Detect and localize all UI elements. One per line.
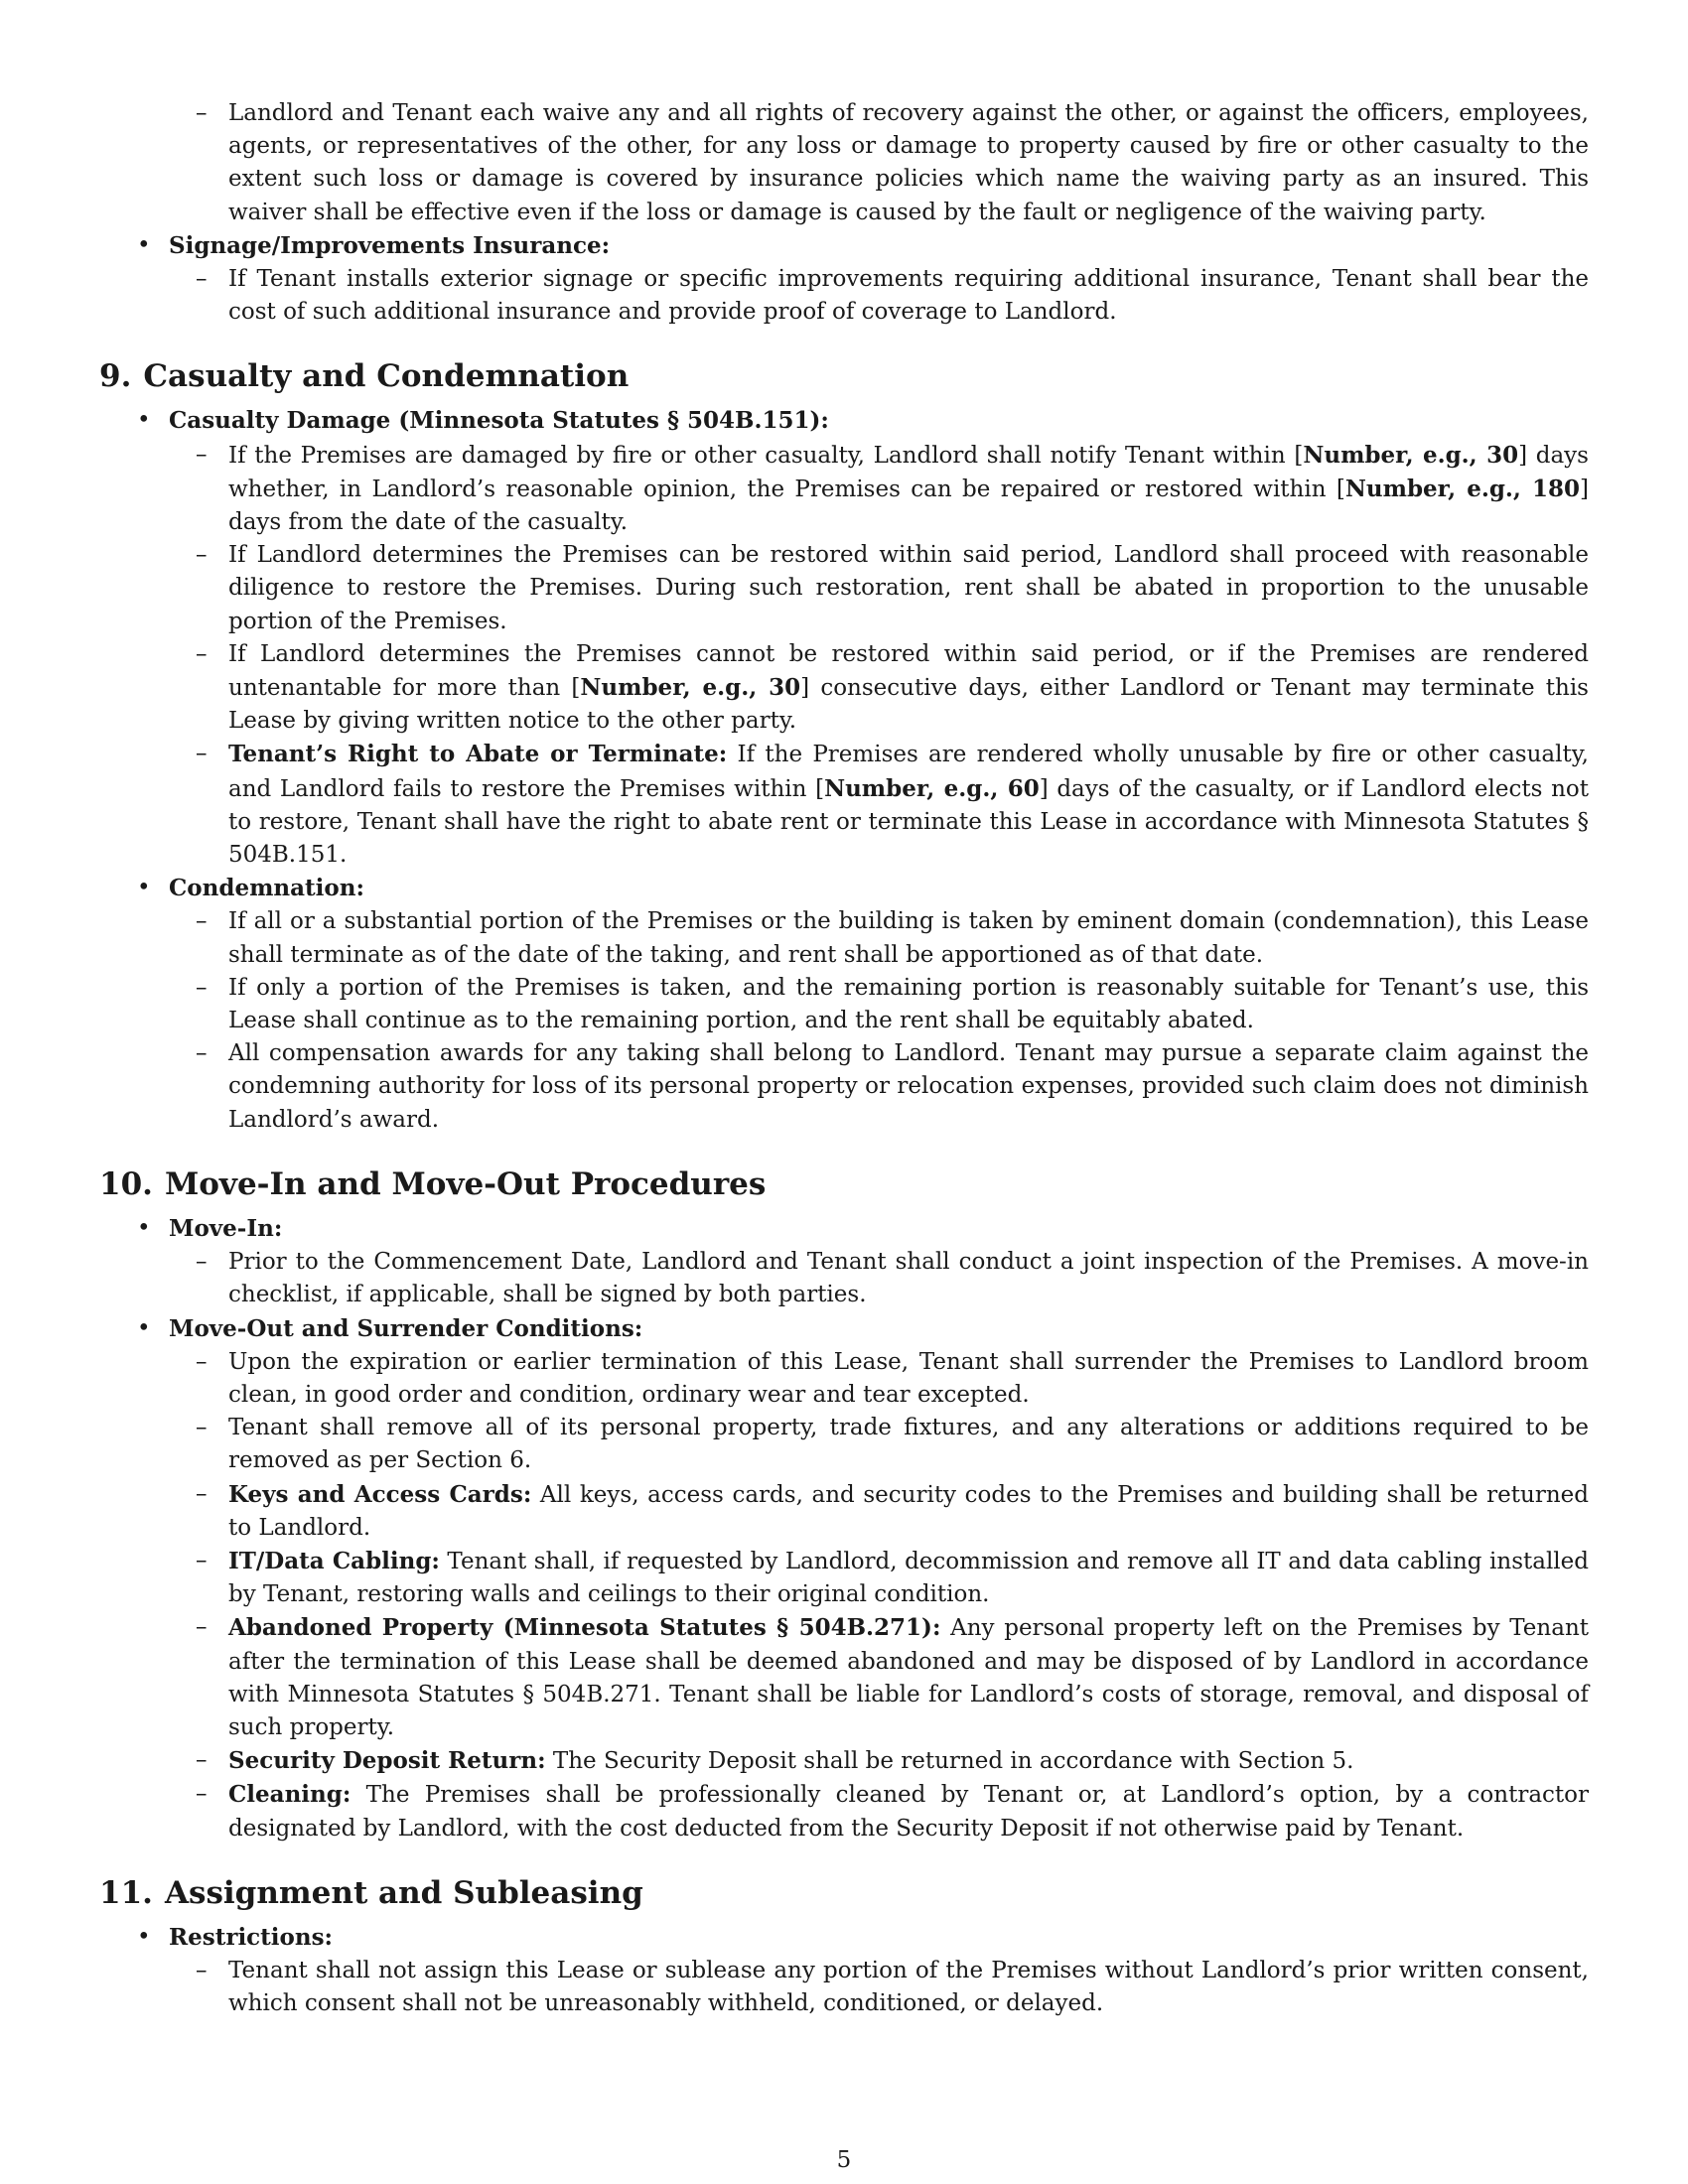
dash-icon: – — [196, 974, 208, 1001]
dash-icon: – — [196, 542, 208, 569]
section-title — [99, 1164, 1589, 1204]
text-run: Prior to the Commencement Date, Landlord and Tenant shall conduct a joint inspection of the Premises. A move-in checklist, if applicable, shall be signed by both parties. — [228, 1249, 1589, 1308]
dash-icon: – — [196, 1415, 208, 1441]
list-item — [99, 97, 1589, 229]
sub-list — [169, 263, 1589, 329]
item-heading: Move-In: — [169, 1214, 283, 1242]
text-run: Upon the expiration or earlier termination of this Lease, Tenant shall surrender the Premises to Landlord broom clean, in good order and condition, ordinary wear and tear excepted. — [228, 1348, 1589, 1408]
dash-icon: – — [196, 1547, 208, 1573]
dash-icon: – — [196, 1040, 208, 1067]
section-list — [99, 404, 1589, 1136]
sub-list — [169, 97, 1589, 229]
text-run: ] days from the date of the casualty. — [228, 476, 1589, 536]
item-heading: Condemnation: — [169, 875, 364, 902]
sub-list-item — [169, 1545, 1589, 1611]
list-item — [99, 404, 1589, 872]
text-run: ] days of the casualty, or if Landlord elects not to restore, Tenant shall have the right to abate rent or terminate this Lease in accordance with Minnesota Statutes § 504B.151. — [228, 775, 1589, 869]
text-run: If the Premises are damaged by fire or other casualty, Landlord shall notify Tenant within [ — [228, 442, 1304, 469]
text-run: All compensation awards for any taking shall belong to Landlord. Tenant may pursue a separate claim against the condemning authority for loss of its personal property or relocation expenses, provided such claim does not diminish Landlord’s award. — [228, 1040, 1589, 1133]
dash-icon: – — [196, 1348, 208, 1375]
dash-icon: – — [196, 266, 208, 293]
sub-list-item — [169, 1478, 1589, 1545]
bullet-icon: • — [137, 875, 151, 901]
section-casualty-and-condemnation — [99, 356, 1589, 1136]
bold-text: Abandoned Property (Minnesota Statutes § 504B.271): — [228, 1614, 941, 1642]
list-item — [99, 229, 1589, 330]
bold-text: Number, e.g., 60 — [824, 774, 1040, 802]
bold-text: Security Deposit Return: — [228, 1747, 546, 1775]
text-run: Tenant shall remove all of its personal property, trade fixtures, and any alterations or additions required to be removed as per Section 6. — [228, 1415, 1589, 1474]
section-title — [99, 356, 1589, 396]
list-item — [99, 872, 1589, 1137]
sub-list-item — [169, 97, 1589, 229]
page-number: 5 — [836, 2147, 852, 2173]
section-title-text: Assignment and Subleasing — [164, 1874, 643, 1911]
section-number: 10. — [99, 1165, 153, 1202]
item-heading: Casualty Damage (Minnesota Statutes § 504B.151): — [169, 407, 829, 435]
section-move-in-and-move-out-procedures — [99, 1164, 1589, 1845]
bold-text: Number, e.g., 30 — [580, 674, 801, 702]
sub-list-item — [169, 1744, 1589, 1778]
dash-icon: – — [196, 741, 208, 767]
list-item — [99, 1312, 1589, 1845]
dash-icon: – — [196, 640, 208, 667]
bullet-icon: • — [137, 1923, 151, 1950]
sub-list-item — [169, 1037, 1589, 1137]
sub-list-item — [169, 1611, 1589, 1744]
section-list — [99, 1212, 1589, 1845]
dash-icon: – — [196, 1747, 208, 1774]
dash-icon: – — [196, 1614, 208, 1641]
text-run: If the Premises are rendered wholly unusable by fire or other casualty, and Landlord fails to restore the Premises within [ — [228, 742, 1589, 802]
sub-list-item — [169, 1778, 1589, 1844]
sub-list — [169, 1955, 1589, 2020]
bullet-icon: • — [137, 407, 151, 434]
bold-text: IT/Data Cabling: — [228, 1547, 440, 1574]
sub-list-item — [169, 905, 1589, 971]
section-title — [99, 1873, 1589, 1913]
item-heading: Move-Out and Surrender Conditions: — [169, 1314, 643, 1342]
section-title-text: Move-In and Move-Out Procedures — [164, 1165, 767, 1202]
item-heading: Restrictions: — [169, 1923, 334, 1951]
sub-list — [169, 905, 1589, 1136]
text-run: Tenant shall not assign this Lease or sublease any portion of the Premises without Landlord’s prior written consent, which consent shall not be unreasonably withheld, conditioned, or delayed. — [228, 1957, 1589, 2017]
section-assignment-and-subleasing — [99, 1873, 1589, 2021]
section-title-text: Casualty and Condemnation — [143, 358, 630, 395]
bold-text: Number, e.g., 180 — [1344, 475, 1581, 502]
sub-list — [169, 1346, 1589, 1845]
text-run: All keys, access cards, and security codes to the Premises and building shall be returned to Landlord. — [228, 1481, 1589, 1541]
sub-list-item — [169, 439, 1589, 540]
list-item — [99, 1921, 1589, 2021]
dash-icon: – — [196, 1781, 208, 1808]
bold-text: Keys and Access Cards: — [228, 1480, 532, 1508]
section-number: 11. — [99, 1874, 153, 1911]
sub-list-item — [169, 1412, 1589, 1477]
sub-list-item — [169, 263, 1589, 329]
sub-list-item — [169, 638, 1589, 739]
text-run: If all or a substantial portion of the Premises or the building is taken by eminent domain (condemnation), this Lease shall terminate as of the date of the taking, and rent shall be apportioned as of that date. — [228, 908, 1589, 968]
text-run: The Security Deposit shall be returned in accordance with Section 5. — [545, 1748, 1354, 1775]
sub-list-item — [169, 539, 1589, 638]
list-item — [99, 1212, 1589, 1312]
text-run: If Landlord determines the Premises cannot be restored within said period, or if the Premises are rendered untenantable for more than [ — [228, 640, 1589, 702]
sub-list-item — [169, 972, 1589, 1037]
sections-container — [99, 356, 1589, 2020]
sub-list-item — [169, 1246, 1589, 1311]
text-run: If Tenant installs exterior signage or specific improvements requiring additional insurance, Tenant shall bear the cost of such additional insurance and provide proof of coverage to Landlord. — [228, 266, 1589, 326]
text-run: ] days whether, in Landlord’s reasonable opinion, the Premises can be repaired or restored within [ — [228, 442, 1589, 502]
sub-list-item — [169, 1955, 1589, 2020]
bold-text: Cleaning: — [228, 1781, 352, 1809]
dash-icon: – — [196, 1249, 208, 1276]
section-list — [99, 1921, 1589, 2021]
dash-icon: – — [196, 1957, 208, 1983]
bullet-icon: • — [137, 1214, 151, 1241]
bullet-icon: • — [137, 1314, 151, 1341]
bold-text: Tenant’s Right to Abate or Terminate: — [228, 741, 728, 768]
text-run: The Premises shall be professionally cleaned by Tenant or, at Landlord’s option, by a contractor designated by Landlord, with the cost deducted from the Security Deposit if not otherwise paid by Tenant. — [228, 1782, 1589, 1842]
dash-icon: – — [196, 1480, 208, 1507]
sub-list — [169, 1246, 1589, 1311]
dash-icon: – — [196, 100, 208, 126]
bold-text: Number, e.g., 30 — [1303, 441, 1519, 469]
text-run: Tenant shall, if requested by Landlord, decommission and remove all IT and data cabling installed by Tenant, restoring walls and ceilings to their original condition. — [228, 1548, 1589, 1608]
text-run: If Landlord determines the Premises can be restored within said period, Landlord shall proceed with reasonable diligence to restore the Premises. During such restoration, rent shall be abated in proportion to the unusable portion of the Premises. — [228, 542, 1589, 634]
text-run: Landlord and Tenant each waive any and all rights of recovery against the other, or against the officers, employees, agents, or representatives of the other, for any loss or damage to property caused by fire or other casualty to the extent such loss or damage is covered by insurance policies which name the waiving party as an insured. This waiver shall be effective even if the loss or damage is caused by the fault or negligence of the waiving party. — [228, 100, 1589, 225]
dash-icon: – — [196, 908, 208, 935]
text-run: If only a portion of the Premises is taken, and the remaining portion is reasonably suitable for Tenant’s use, this Lease shall continue as to the remaining portion, and the rent shall be equitably abated. — [228, 974, 1589, 1034]
intro-list — [99, 97, 1589, 329]
text-run: Any personal property left on the Premises by Tenant after the termination of this Lease shall be deemed abandoned and may be disposed of by Landlord in accordance with Minnesota Statutes § 504B.271. Tenant shall be liable for Landlord’s costs of storage, removal, and disposal of such property. — [228, 1615, 1589, 1740]
document-page — [99, 97, 1589, 2020]
sub-list — [169, 439, 1589, 873]
item-heading: Signage/Improvements Insurance: — [169, 231, 611, 259]
dash-icon: – — [196, 441, 208, 468]
bullet-icon: • — [137, 231, 151, 258]
sub-list-item — [169, 1346, 1589, 1412]
sub-list-item — [169, 738, 1589, 872]
text-run: ] consecutive days, either Landlord or Tenant may terminate this Lease by giving written notice to the other party. — [228, 675, 1589, 735]
section-number: 9. — [99, 358, 132, 395]
